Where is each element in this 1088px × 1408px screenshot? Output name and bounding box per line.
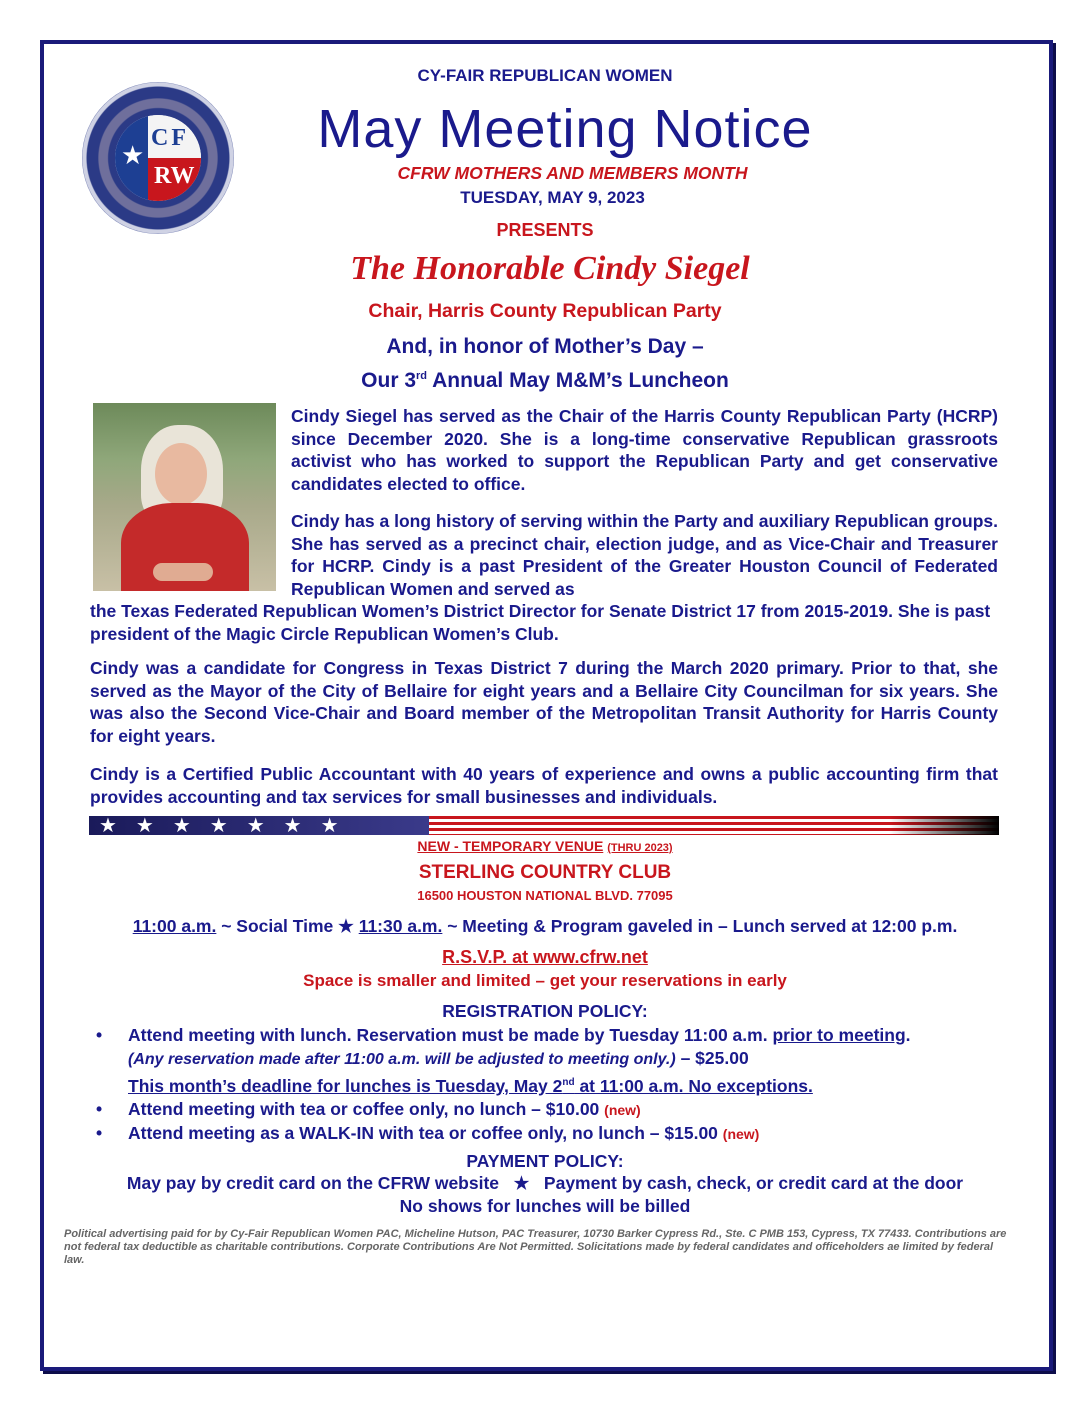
deadline-text-a: This month’s deadline for lunches is Tuesday, May 2: [128, 1075, 563, 1096]
star-icon: ★: [513, 1173, 530, 1193]
bio-text-2a: Cindy has a long history of serving within the Party and auxiliary Republican groups. She has served as a precinct chair, election judge, and as Vice-Chair and Treasurer for HCRP. Cindy is a past President of the Greater Houston Council of Federated Republican Women and served as: [291, 511, 998, 599]
presents-label: PRESENTS: [496, 220, 594, 240]
bio-text-2b: the Texas Federated Republican Women’s District Director for Senate District 17 from 2015-2019. She is past president of the Magic Circle Republican Women’s Club.: [90, 601, 991, 644]
payment-heading: PAYMENT POLICY:: [466, 1151, 624, 1171]
bio-paragraph-4: [90, 763, 998, 808]
item1-prior-link: prior to meeting: [772, 1025, 906, 1045]
registration-list: [92, 1024, 1052, 1146]
cfrw-logo: [82, 82, 234, 234]
time-social: 11:00 a.m.: [132, 916, 217, 936]
bio-text-4: Cindy is a Certified Public Accountant with 40 years of experience and owns a public accounting firm that provides accounting and tax services for small businesses and individuals.: [90, 764, 998, 807]
registration-item-lunch: [92, 1024, 1052, 1098]
speaker-photo: [93, 403, 276, 591]
theme-line: CFRW MOTHERS AND MEMBERS MONTH: [397, 163, 748, 183]
social-text: ~ Social Time: [216, 916, 339, 936]
bullet-icon: •: [96, 1122, 103, 1143]
logo-letters-top: CF: [151, 125, 189, 151]
disclaimer: Political advertising paid for by Cy-Fair Republican Women PAC, Micheline Hutson, PAC Treasurer, 10730 Barker Cypress Rd., Ste. C PMB 153, Cypress, TX 77433. Contributions are not federal tax deductible as charitable contributions. Corporate Contributions Are Not Permitted. Solicitations made by federal candidates and officeholders ae limited by federal law.: [64, 1228, 1007, 1266]
item1-deadline: [128, 1076, 813, 1096]
logo-emblem: [115, 115, 201, 201]
luncheon-sup: rd: [416, 370, 428, 382]
payment-line-2: No shows for lunches will be billed: [399, 1196, 691, 1216]
registration-item-tea: [92, 1098, 1052, 1122]
rsvp-note: Space is smaller and limited – get your reservations in early: [303, 971, 787, 990]
bio-paragraph-3: [90, 657, 998, 747]
deadline-sup: nd: [562, 1077, 575, 1088]
payment-online: May pay by credit card on the CFRW website: [126, 1173, 500, 1193]
bio-paragraph-2: [291, 510, 998, 600]
bullet-icon: •: [96, 1025, 103, 1045]
item3-text: Attend meeting as a WALK-IN with tea or coffee only, no lunch – $15.00: [128, 1122, 723, 1143]
item2-new-badge: (new): [604, 1101, 641, 1118]
rsvp-link[interactable]: [300, 947, 790, 968]
payment-line-1: [50, 1173, 1040, 1194]
bio-paragraph-2-cont: [90, 600, 998, 645]
item1-price: – $25.00: [675, 1048, 749, 1068]
luncheon-text-b: Annual May M&M’s Luncheon: [427, 369, 729, 392]
bio-text-3: Cindy was a candidate for Congress in Texas District 7 during the March 2020 primary. Prior to that, she served as the Mayor of the City of Bellaire for eight years and a Bellaire City Councilman for six years. She was also the Second Vice-Chair and Board member of the Metropolitan Transit Authority for Harris County for eight years.: [90, 658, 998, 746]
item1-text: Attend meeting with lunch. Reservation must be made by Tuesday 11:00 a.m.: [128, 1025, 773, 1045]
registration-heading: REGISTRATION POLICY:: [442, 1001, 648, 1021]
deadline-text-b: at 11:00 a.m. No exceptions.: [574, 1075, 813, 1096]
bio-paragraph-1: [291, 405, 998, 495]
rsvp-link-text[interactable]: R.S.V.P. at www.cfrw.net: [442, 947, 648, 967]
bio-text-1: Cindy Siegel has served as the Chair of the Harris County Republican Party (HCRP) since December 2020. She is a long-time conservative Republican grassroots activist who has worked to support the Republican Party and get conservative candidates elected to office.: [291, 406, 998, 494]
item1-note: (Any reservation made after 11:00 a.m. will be adjusted to meeting only.): [128, 1051, 676, 1068]
payment-door: Payment by cash, check, or credit card at the door: [543, 1173, 964, 1193]
venue-name: STERLING COUNTRY CLUB: [418, 862, 672, 883]
page-title: May Meeting Notice: [317, 99, 813, 159]
org-name: CY-FAIR REPUBLICAN WOMEN: [417, 66, 673, 85]
item2-text: Attend meeting with tea or coffee only, no lunch – $10.00: [128, 1098, 605, 1119]
star-icon: ★: [338, 916, 354, 936]
registration-item-walkin: [92, 1122, 1052, 1146]
luncheon-text-a: Our 3: [361, 369, 417, 392]
item1-end: .: [905, 1025, 911, 1045]
venue-address: 16500 HOUSTON NATIONAL BLVD. 77095: [417, 888, 673, 903]
meeting-text: ~ Meeting & Program gaveled in – Lunch served at 12:00 p.m.: [442, 916, 958, 936]
time-meeting: 11:30 a.m.: [358, 916, 443, 936]
honor-line: And, in honor of Mother’s Day –: [386, 335, 704, 358]
flag-banner: [89, 816, 999, 835]
venue-notice: [300, 838, 790, 854]
logo-letters-bottom: RW: [154, 163, 195, 189]
meeting-date: TUESDAY, MAY 9, 2023: [460, 188, 645, 207]
star-icon: ★: [121, 140, 145, 170]
item3-new-badge: (new): [722, 1125, 760, 1142]
luncheon-line: [280, 369, 810, 393]
venue-notice-text: NEW - TEMPORARY VENUE: [417, 838, 604, 854]
banner-stars-icon: ★★★★★★★: [99, 816, 358, 835]
speaker-role: Chair, Harris County Republican Party: [368, 300, 722, 322]
venue-notice-small: (THRU 2023): [607, 842, 673, 854]
banner-fade: [889, 816, 999, 835]
bullet-icon: •: [96, 1098, 103, 1119]
speaker-name: The Honorable Cindy Siegel: [350, 250, 750, 287]
schedule-line: [60, 916, 1030, 937]
